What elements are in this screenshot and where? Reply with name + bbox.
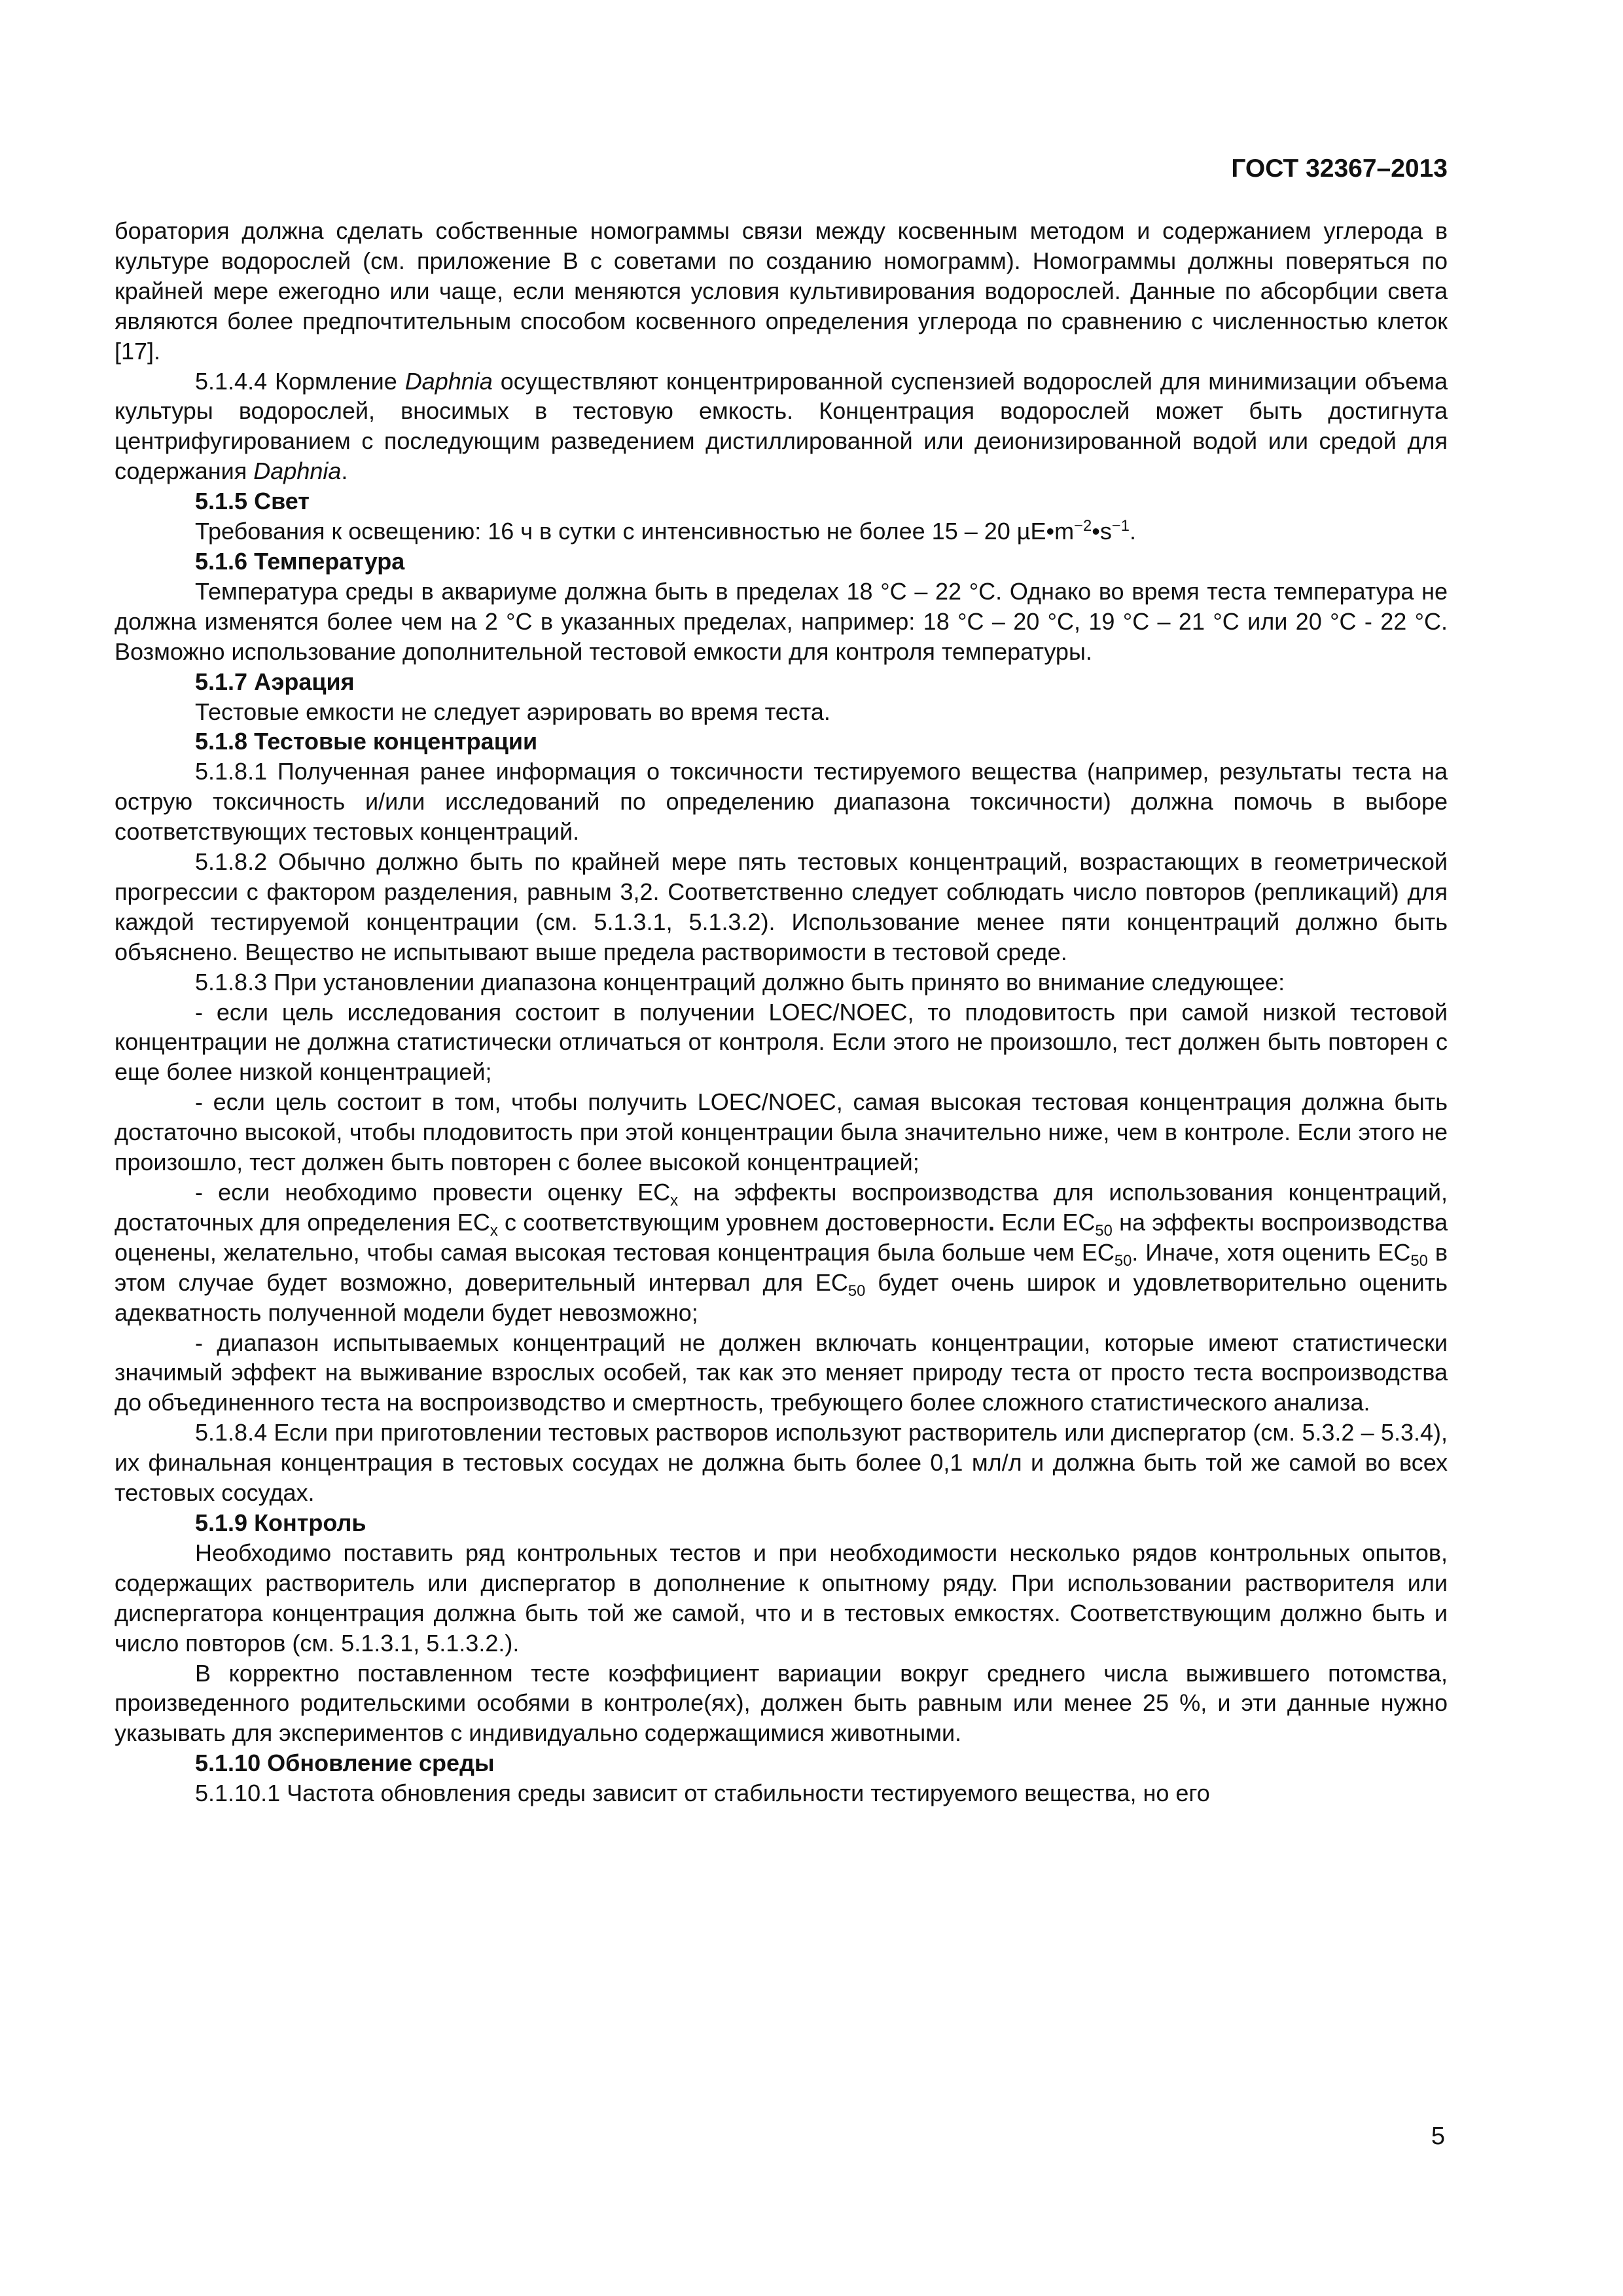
paragraph-5-1-8-1: 5.1.8.1 Полученная ранее информация о токсичности тестируемого вещества (например, результаты теста на острую токсичность и/или исследований по определению диапазона токсичности) должна помочь в выборе соответствующих тестовых концентраций.: [115, 758, 1448, 846]
paragraph-5-1-8-3: 5.1.8.3 При установлении диапазона концентраций должно быть принято во внимание следующее:: [195, 968, 1285, 996]
list-item: - если цель исследования состоит в получении LOEC/NOEC, то плодовитость при самой низкой тестовой концентрации не должна статистически отличаться от контроля. Если этого не произошло, тест должен быть повторен с еще более низкой концентрацией;: [115, 998, 1448, 1086]
section-heading-5-1-9: 5.1.9 Контроль: [195, 1509, 366, 1536]
document-id: ГОСТ 32367–2013: [1231, 154, 1448, 183]
section-heading-5-1-6: 5.1.6 Температура: [195, 547, 405, 575]
paragraph-aeration: Тестовые емкости не следует аэрировать во время теста.: [195, 698, 830, 725]
paragraph-temperature: Температура среды в аквариуме должна быть в пределах 18 °С – 22 °С. Однако во время теста температура не должна изменятся более чем на 2 °С в указанных пределах, например: 18 °С – 20 °С, 19 °С – 21 °С или 20 °С - 22 °С. Возможно использование дополнительной тестовой емкости для контроля температуры.: [115, 577, 1448, 665]
document-body: [115, 216, 1448, 1808]
list-item: - если цель состоит в том, чтобы получить LOEC/NOEC, самая высокая тестовая концентрация должна быть достаточно высокой, чтобы плодовитость при этой концентрации была значительно ниже, чем в контроле. Если этого не произошло, тест должен быть повторен с более высокой концентрацией;: [115, 1088, 1448, 1176]
paragraph-5-1-10-1: 5.1.10.1 Частота обновления среды зависит от стабильности тестируемого вещества, но его: [195, 1780, 1210, 1807]
paragraph: боратория должна сделать собственные номограммы связи между косвенным методом и содержанием углерода в культуре водорослей (см. приложение В с советами по созданию номограмм). Номограммы должны поверяться по крайней мере ежегодно или чаще, если меняются условия культивирования водорослей. Данные по абсорбции света являются более предпочтительным способом косвенного определения углерода по сравнению с численностью клеток [17].: [115, 217, 1448, 365]
section-heading-5-1-5: 5.1.5 Свет: [195, 488, 310, 515]
document-header: [115, 153, 1448, 185]
paragraph-5-1-8-4: 5.1.8.4 Если при приготовлении тестовых растворов используют растворитель или диспергатор (см. 5.3.2 – 5.3.4), их финальная концентрация в тестовых сосудах не должна быть более 0,1 мл/л и должна быть той же самой во всех тестовых сосудах.: [115, 1419, 1448, 1507]
paragraph-5-1-4-4: 5.1.4.4 Кормление Daphnia осуществляют концентрированной суспензией водорослей для минимизации объема культуры водорослей, вносимых в тестовую емкость. Концентрация водорослей может быть достигнута центрифугированием с последующим разведением дистиллированной или деионизированной водой или средой для содержания Daphnia.: [115, 367, 1448, 485]
paragraph-control: Необходимо поставить ряд контрольных тестов и при необходимости несколько рядов контрольных опытов, содержащих растворитель или диспергатор в дополнение к опытному ряду. При использовании растворителя или диспергатора концентрация должна быть той же самой, что и в тестовых емкостях. Соответствующим должно быть и число повторов (см. 5.1.3.1, 5.1.3.2.).: [115, 1539, 1448, 1657]
paragraph-variation: В корректно поставленном тесте коэффициент вариации вокруг среднего числа выжившего потомства, произведенного родительскими особями в контроле(ях), должен быть равным или менее 25 %, и эти данные нужно указывать для экспериментов с индивидуально содержащимися животными.: [115, 1659, 1448, 1747]
section-heading-5-1-10: 5.1.10 Обновление среды: [195, 1749, 495, 1777]
list-item: - диапазон испытываемых концентраций не должен включать концентрации, которые имеют статистически значимый эффект на выживание взрослых особей, так как это меняет природу теста от просто теста воспроизводства до объединенного теста на воспроизводство и смертность, требующего более сложного статистического анализа.: [115, 1329, 1448, 1416]
list-item: - если необходимо провести оценку $EC_x$ на эффекты воспроизводства для использования концентраций, достаточных для определения $EC_x$ с соответствующим уровнем достоверности. Если $EC_{50}$ на эффекты воспроизводства оценены, желательно, чтобы самая высокая тестовая концентрация была больше чем $EC_{50}$. Иначе, хотя оценить $EC_{50}$ в этом случае будет возможно, доверительный интервал для $EC_{50}$ будет очень широк и удовлетворительно оценить адекватность полученной модели будет невозможно;: [115, 1179, 1448, 1326]
paragraph-5-1-8-2: 5.1.8.2 Обычно должно быть по крайней мере пять тестовых концентраций, возрастающих в геометрической прогрессии с фактором разделения, равным 3,2. Соответственно следует соблюдать число повторов (репликаций) для каждой тестируемой концентрации (см. 5.1.3.1, 5.1.3.2). Использование менее пяти концентраций должно быть объяснено. Вещество не испытывают выше предела растворимости в тестовой среде.: [115, 848, 1448, 965]
page-number: 5: [1431, 2123, 1445, 2150]
section-heading-5-1-8: 5.1.8 Тестовые концентрации: [195, 728, 538, 755]
paragraph-light: Требования к освещению: 16 ч в сутки с интенсивностью не более 15 – 20 $\mu E•m^{-2}•s^{-1}$.: [195, 517, 1136, 545]
section-heading-5-1-7: 5.1.7 Аэрация: [195, 668, 355, 695]
